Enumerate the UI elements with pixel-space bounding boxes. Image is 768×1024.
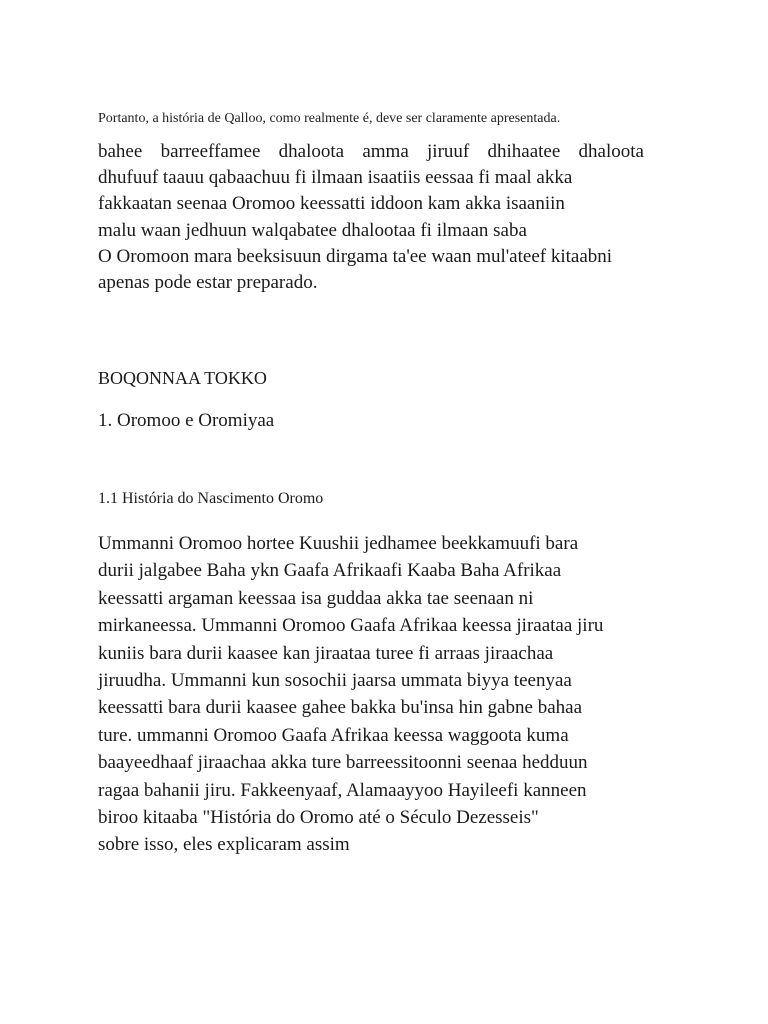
chapter-heading: BOQONNAA TOKKO: [98, 368, 267, 388]
intro-word: dhaloota: [278, 141, 345, 162]
body-line: Ummanni Oromoo hortee Kuushii jedhamee beekkamuufi bara: [98, 533, 579, 554]
body-line: jiruudha. Ummanni kun sosochii jaarsa ummata biyya teenyaa: [98, 670, 572, 692]
intro-line-1: [98, 139, 644, 165]
intro-word: jiruuf: [427, 141, 470, 162]
intro-word: amma: [362, 141, 409, 162]
body-line: kuniis bara durii kaasee kan jiraataa turee fi arraas jiraachaa: [98, 642, 554, 664]
section-heading: 1. Oromoo e Oromiyaa: [98, 410, 275, 431]
intro-line: malu waan jedhuun walqabatee dhalootaa fi ilmaan saba: [98, 219, 527, 241]
intro-line: O Oromoon mara beeksisuun dirgama ta'ee waan mul'ateef kitaabni: [98, 245, 613, 267]
body-line: durii jalgabee Baha ykn Gaafa Afrikaafi Kaaba Baha Afrikaa: [98, 560, 562, 582]
body-line: ture. ummanni Oromoo Gaafa Afrikaa keessa waggoota kuma: [98, 724, 569, 746]
body-paragraph: [98, 530, 658, 859]
body-line: sobre isso, eles explicaram assim: [98, 834, 350, 856]
intro-line: dhufuuf taauu qabaachuu fi ilmaan isaatiis eessaa fi maal akka: [98, 167, 573, 189]
intro-note: Portanto, a história de Qalloo, como realmente é, deve ser claramente apresentada.: [98, 111, 561, 126]
body-line: baayeedhaaf jiraachaa akka ture barreessitoonni seenaa hedduun: [98, 752, 588, 774]
intro-word: dhaloota: [578, 141, 644, 162]
intro-word: bahee: [98, 141, 143, 162]
body-line: biroo kitaaba "História do Oromo até o Século Dezesseis": [98, 807, 539, 829]
body-line: keessatti bara durii kaasee gahee bakka bu'insa hin gabne bahaa: [98, 697, 583, 719]
subsection-heading: 1.1 História do Nascimento Oromo: [98, 490, 324, 507]
intro-word: dhihaatee: [487, 141, 561, 162]
intro-paragraph: [98, 139, 648, 296]
intro-line: fakkaatan seenaa Oromoo keessatti iddoon kam akka isaaniin: [98, 193, 565, 215]
intro-word: barreeffamee: [160, 141, 261, 162]
body-line: ragaa bahanii jiru. Fakkeenyaaf, Alamaayyoo Hayileefi kanneen: [98, 779, 587, 801]
body-line: mirkaneessa. Ummanni Oromoo Gaafa Afrikaa keessa jiraataa jiru: [98, 615, 604, 637]
body-line: keessatti argaman keessaa isa guddaa akka tae seenaan ni: [98, 587, 534, 609]
intro-line: apenas pode estar preparado.: [98, 272, 318, 294]
